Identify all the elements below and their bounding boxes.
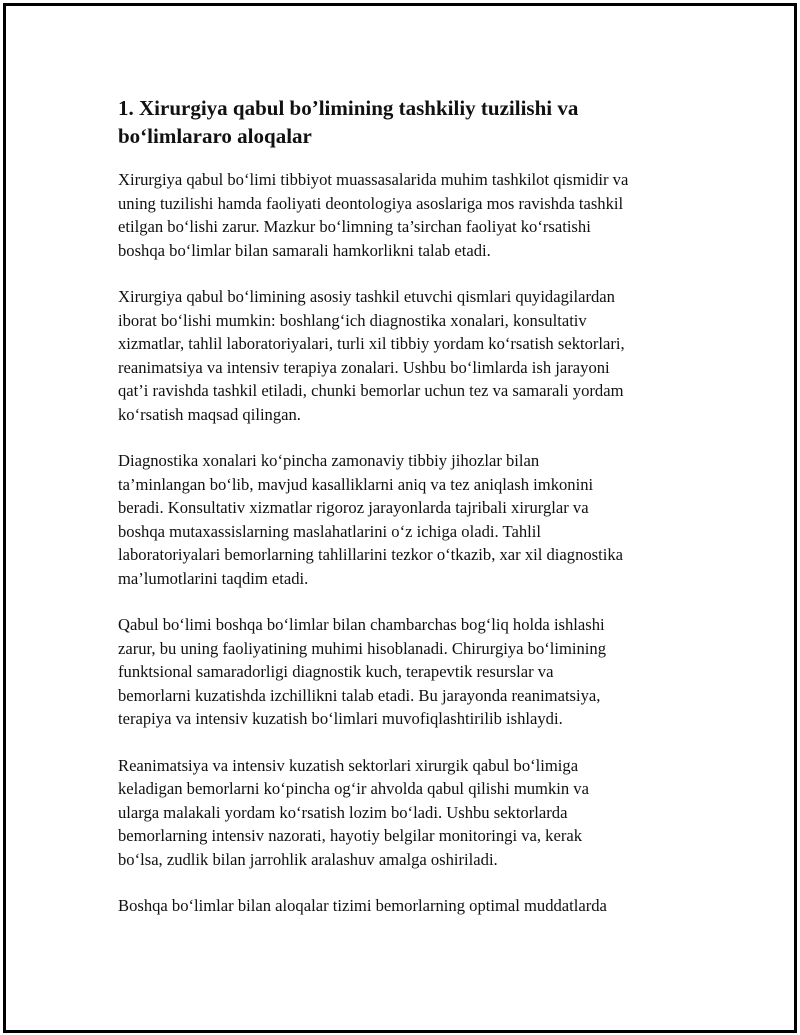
- text-line: funktsional samaradorligi diagnostik kuch, terapevtik resurslar va: [118, 662, 554, 681]
- paragraph: [118, 168, 688, 262]
- paragraph: [118, 754, 688, 872]
- text-line: keladigan bemorlarni ko‘pincha og‘ir ahvolda qabul qilishi mumkin va: [118, 779, 589, 798]
- text-line: Qabul bo‘limi boshqa bo‘limlar bilan chambarchas bog‘liq holda ishlashi: [118, 615, 605, 634]
- text-line: laboratoriyalari bemorlarning tahlillarini tezkor o‘tkazib, xar xil diagnostika: [118, 545, 624, 564]
- text-line: Diagnostika xonalari ko‘pincha zamonaviy tibbiy jihozlar bilan: [118, 451, 540, 470]
- heading-line: 1. Xirurgiya qabul bo’limining tashkiliy tuzilishi va: [118, 96, 579, 120]
- text-line: ma’lumotlarini taqdim etadi.: [118, 568, 309, 588]
- paragraph: [118, 894, 688, 918]
- text-line: qat’i ravishda tashkil etiladi, chunki bemorlar uchun tez va samarali yordam: [118, 381, 624, 400]
- section-heading: [118, 94, 688, 150]
- text-line: beradi. Konsultativ xizmatlar rigoroz jarayonlarda tajribali xirurglar va: [118, 498, 589, 517]
- text-line: xizmatlar, tahlil laboratoriyalari, turli xil tibbiy yordam ko‘rsatish sektorlari,: [118, 334, 625, 353]
- paragraph: [118, 613, 688, 731]
- text-line: bo‘lsa, zudlik bilan jarrohlik aralashuv amalga oshiriladi.: [118, 849, 498, 869]
- text-line: ta’minlangan bo‘lib, mavjud kasalliklarni aniq va tez aniqlash imkonini: [118, 474, 594, 494]
- text-line: bemorlarni kuzatishda izchillikni talab etadi. Bu jarayonda reanimatsiya,: [118, 685, 601, 705]
- text-line: boshqa bo‘limlar bilan samarali hamkorlikni talab etadi.: [118, 240, 491, 260]
- paragraph: [118, 449, 688, 590]
- text-line: uning tuzilishi hamda faoliyati deontologiya asoslariga mos ravishda tashkil: [118, 193, 624, 213]
- text-line: Boshqa bo‘limlar bilan aloqalar tizimi bemorlarning optimal muddatlarda: [118, 896, 607, 915]
- text-line: Xirurgiya qabul bo‘limining asosiy tashkil etuvchi qismlari quyidagilardan: [118, 287, 615, 306]
- text-line: ko‘rsatish maqsad qilingan.: [118, 404, 301, 424]
- text-line: boshqa mutaxassislarning maslahatlarini o‘z ichiga oladi. Tahlil: [118, 521, 541, 541]
- text-line: zarur, bu uning faoliyatining muhimi hisoblanadi. Chirurgiya bo‘limining: [118, 638, 607, 658]
- text-line: ularga malakali yordam ko‘rsatish lozim bo‘ladi. Ushbu sektorlarda: [118, 802, 568, 822]
- paragraph: [118, 285, 688, 426]
- text-line: etilgan bo‘lishi zarur. Mazkur bo‘limning ta’sirchan faoliyat ko‘rsatishi: [118, 217, 591, 236]
- heading-line: bo‘limlararo aloqalar: [118, 124, 312, 148]
- text-line: Xirurgiya qabul bo‘limi tibbiyot muassasalarida muhim tashkilot qismidir va: [118, 170, 629, 189]
- text-line: iborat bo‘lishi mumkin: boshlang‘ich diagnostika xonalari, konsultativ: [118, 310, 587, 330]
- text-line: Reanimatsiya va intensiv kuzatish sektorlari xirurgik qabul bo‘limiga: [118, 755, 579, 775]
- text-line: bemorlarning intensiv nazorati, hayotiy belgilar monitoringi va, kerak: [118, 826, 583, 845]
- text-line: terapiya va intensiv kuzatish bo‘limlari muvofiqlashtirilib ishlaydi.: [118, 709, 563, 728]
- document-body: [118, 94, 688, 941]
- text-line: reanimatsiya va intensiv terapiya zonalari. Ushbu bo‘limlarda ish jarayoni: [118, 357, 610, 377]
